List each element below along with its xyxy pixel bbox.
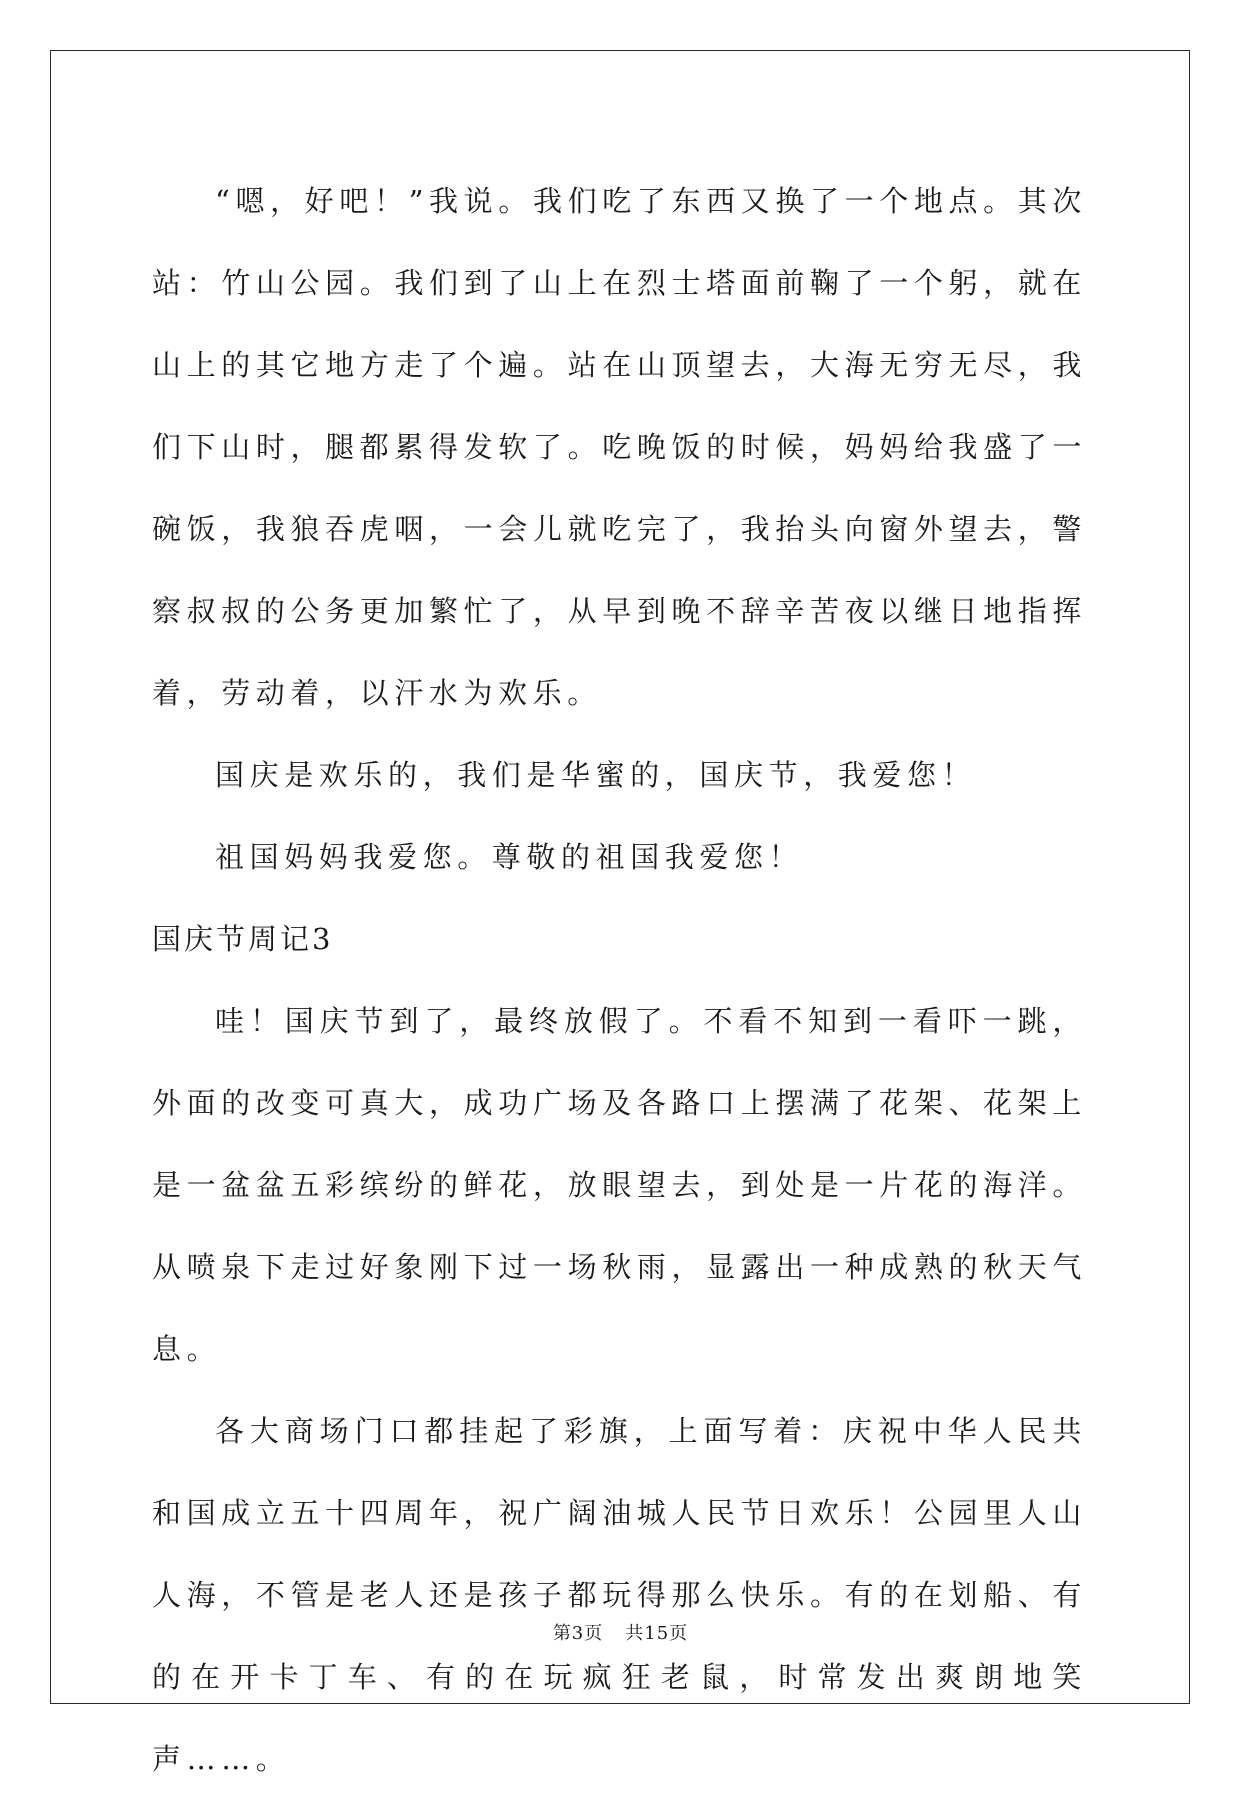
paragraph: 各大商场门口都挂起了彩旗，上面写着：庆祝中华人民共和国成立五十四周年，祝广阔油城人民节日欢乐！公园里人山人海，不管是老人还是孩子都玩得那么快乐。有的在划船、有的在开卡丁车、有的在玩疯狂老鼠，时常发出爽朗地笑声……。 xyxy=(152,1414,1087,1776)
paragraph: 哇！国庆节到了，最终放假了。不看不知到一看吓一跳，外面的改变可真大，成功广场及各路口上摆满了花架、花架上是一盆盆五彩缤纷的鲜花，放眼望去，到处是一片花的海洋。从喷泉下走过好象刚下过一场秋雨，显露出一种成熟的秋天气息。 xyxy=(152,1004,1087,1366)
paragraph: 祖国妈妈我爱您。尊敬的祖国我爱您！ xyxy=(215,840,804,874)
section-heading: 国庆节周记3 xyxy=(152,922,334,956)
paragraph: “嗯，好吧！”我说。我们吃了东西又换了一个地点。其次站：竹山公园。我们到了山上在烈士塔面前鞠了一个躬，就在山上的其它地方走了个遍。站在山顶望去，大海无穷无尽，我们下山时，腿都累得发软了。吃晚饭的时候，妈妈给我盛了一碗饭，我狼吞虎咽，一会儿就吃完了，我抬头向窗外望去，警察叔叔的公务更加繁忙了，从早到晚不辞辛苦夜以继日地指挥着，劳动着，以汗水为欢乐。 xyxy=(152,184,1087,710)
document-body xyxy=(152,160,1087,1800)
page-footer xyxy=(0,1619,1241,1645)
page-total: 共15页 xyxy=(625,1623,689,1644)
page-number: 第3页 xyxy=(552,1623,604,1644)
paragraph: 国庆是欢乐的，我们是华蜜的，国庆节，我爱您！ xyxy=(215,758,977,792)
